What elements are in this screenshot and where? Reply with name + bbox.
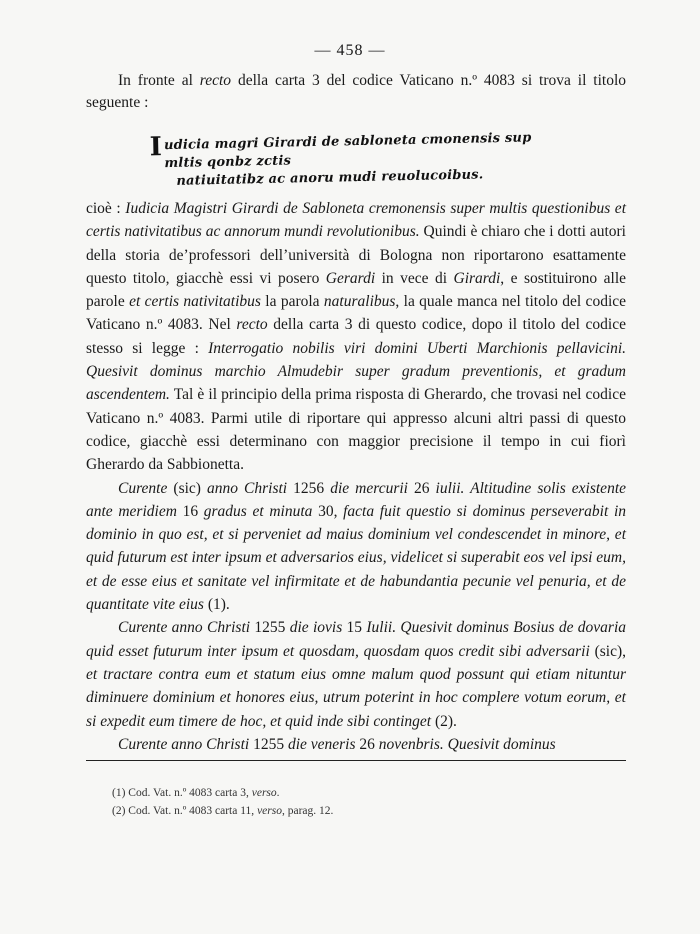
manuscript-line-2: natiuitatibz ac anoru mudi reuolucoibus.	[176, 167, 484, 189]
text-run: die iovis	[289, 619, 343, 637]
text-run: 26	[407, 479, 436, 497]
paragraph-2	[86, 477, 626, 617]
footnote-2	[112, 802, 612, 820]
text-run: , e sostituirono alle parole	[86, 269, 626, 311]
text-run: iulii. Altitudine solis existente ante meridiem	[86, 479, 627, 520]
text-run: della carta 3 di questo codice, dopo il titolo del codice stesso si legge :	[86, 316, 626, 357]
text-run: 1255	[250, 619, 290, 637]
text-run: Curente	[118, 479, 168, 497]
text-run: Quindi è chiaro che i dotti autori della storia de’professori dell’università di Bologna non riportarono esattamente questo titolo, giacchè essi vi posero	[86, 223, 626, 287]
text-run: 15	[342, 619, 367, 637]
text-run: Gerardi	[325, 269, 376, 287]
text-run: 1256	[287, 479, 331, 497]
text-run: Girardi	[453, 269, 501, 287]
text-run: la parola	[260, 293, 324, 311]
footnote-divider	[86, 760, 626, 761]
footnote-1	[112, 784, 612, 802]
text-run: (2).	[431, 712, 457, 730]
text-run: Curente anno Christi	[118, 735, 250, 753]
paragraph-4	[86, 733, 626, 756]
footnote-2-italic: verso	[257, 805, 282, 817]
text-run: , la quale manca nel titolo del codice Vaticano n.º 4083. Nel	[86, 293, 627, 334]
footnotes	[112, 784, 612, 820]
text-run: Curente anno Christi	[118, 619, 251, 637]
footnote-1-text: (1) Cod. Vat. n.º 4083 carta 3,	[112, 787, 252, 799]
page-number: — 458 —	[314, 42, 386, 59]
text-run: (1).	[203, 596, 230, 614]
text-run: et tractare contra eum et statum eius omne malum quod possunt qui etiam nituntur diminuere dominium et honores eius, utrum poterint in hoc complere votum eorum, et si expedit eum timere de hoc, et quid inde sibi continget	[86, 665, 626, 730]
footnote-1-italic: verso	[251, 787, 277, 799]
text-run: novenbris. Quesivit dominus	[378, 735, 556, 753]
text-run: Interrogatio nobilis viri domini Uberti Marchionis pellavicini. Quesivit dominus marchio Almudebir super gradum preventionis, et gradum ascendentem.	[86, 339, 626, 404]
manuscript-title-image	[149, 129, 570, 192]
body-text	[86, 197, 626, 756]
text-run: in vece di	[375, 269, 454, 287]
text-run: Tal è il principio della prima risposta di Gherardo, che trovasi nel codice Vaticano n.º 4083. Parmi utile di riportare qui appresso alcuni altri passi di questo codice, giacchè essi determinano con maggior precisione il tempo in cui fiorì Gherardo da Sabbionetta.	[86, 386, 626, 474]
text-run: 26	[355, 735, 379, 753]
intro-text-1: In fronte al	[118, 72, 200, 89]
intro-paragraph	[86, 70, 626, 114]
paragraph-3	[86, 616, 626, 732]
text-run: 30,	[312, 502, 344, 520]
text-run: facta fuit questio si dominus perseverabit in dominio in quo est, et si perveniet ad maius dominium vel condescendet in minore, et quid futurum est inter ipsum et adversarios eius, videlicet si superabit eos vel ipsi eum, et de esse eius et sanitate vel infirmitate et de habundantia pecunie vel penuria, et de quantitate vite eius	[86, 502, 626, 614]
text-run: gradus et minuta	[203, 502, 313, 520]
text-run: (sic),	[589, 642, 626, 660]
text-run: die veneris	[287, 735, 356, 753]
text-run: et certis nativitatibus	[129, 293, 261, 311]
text-run: naturalibus	[323, 293, 396, 311]
text-run: Iulii. Quesivit dominus Bosius de dovaria quid esset futurum inter ipsum et quosdam, quosdam quos credit sibi adversarii	[86, 619, 627, 660]
text-run: (sic)	[167, 479, 207, 497]
text-run: die mercurii	[330, 479, 408, 497]
text-run: anno Christi	[207, 479, 288, 497]
footnote-2-text: (2) Cod. Vat. n.º 4083 carta 11,	[112, 805, 258, 817]
manuscript-line-1: udicia magri Girardi de sabloneta cmonensis sup mltis qonbz zctis	[163, 130, 532, 172]
text-run: recto	[236, 316, 268, 334]
footnote-2-end: , parag. 12.	[281, 805, 334, 817]
text-run: Iudicia Magistri Girardi de Sabloneta cremonensis super multis questionibus et certis nativitatibus ac annorum mundi revolutionibus.	[86, 200, 626, 241]
manuscript-initial: I	[149, 132, 163, 163]
paragraph-1	[86, 197, 626, 477]
text-run: 1255	[249, 735, 288, 753]
text-run: cioè :	[86, 200, 126, 217]
footnote-1-end: .	[276, 787, 280, 799]
intro-text-2: della carta 3 del codice Vaticano n.º 4083 si trova il titolo seguente :	[86, 72, 627, 111]
text-run: 16	[176, 502, 204, 520]
intro-recto: recto	[199, 72, 232, 89]
